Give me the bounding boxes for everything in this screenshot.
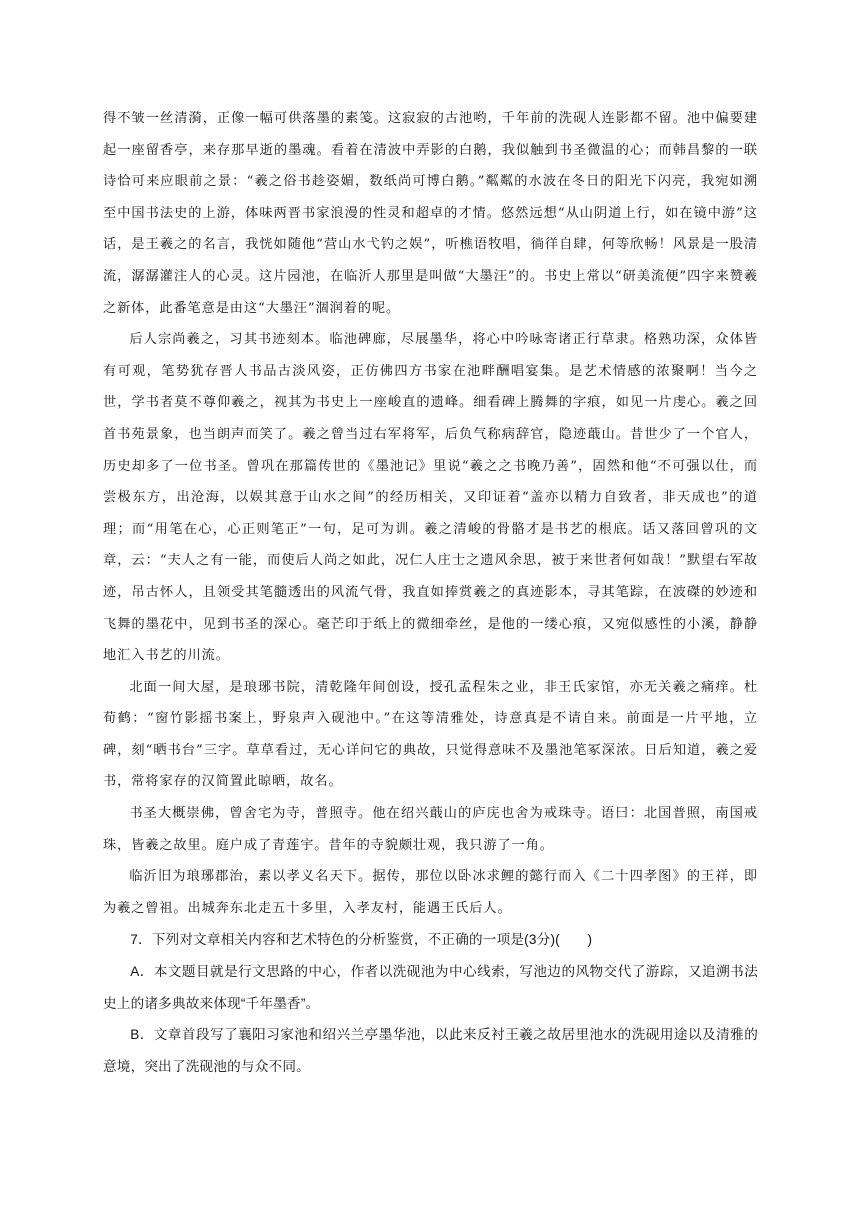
- passage-paragraph-3: 北面一间大屋，是琅琊书院，清乾隆年间创设，授孔孟程朱之业，非王氏家馆，亦无关羲之痛痒。杜荀鹤：“窗竹影摇书案上，野泉声入砚池中。”在这等清雅处，诗意真是不请自来。前面是一片平地，立碑，刻“晒书台”三字。草草看过，无心详问它的典故，只觉得意味不及墨池笔冢深浓。日后知道，羲之爱书，常将家存的汉简置此晾晒，故名。: [103, 679, 758, 790]
- question-option-b: B．文章首段写了襄阳习家池和绍兴兰亭墨华池，以此来反衬王羲之故居里池水的洗砚用途以及清雅的意境，突出了洗砚池的与众不同。: [103, 1027, 758, 1074]
- question-stem: 7．下列对文章相关内容和艺术特色的分析鉴赏，不正确的一项是(3分)( ): [130, 932, 593, 948]
- passage-paragraph-5: 临沂旧为琅琊郡治，素以孝义名天下。据传，那位以卧冰求鲤的懿行而入《二十四孝图》的王祥，即为羲之曾祖。出城奔东北走五十多里，入孝友村，能遇王氏后人。: [103, 869, 758, 916]
- passage-paragraph-1: 得不皱一丝清漪，正像一幅可供落墨的素笺。这寂寂的古池哟，千年前的洗砚人连影都不留。池中偏要建起一座留香亭，来存那早逝的墨魂。看着在清波中弄影的白鹅，我似触到书圣微温的心；而韩昌黎的一联诗恰可来应眼前之景：“羲之俗书趁姿媚，数纸尚可博白鹅。”粼粼的水波在冬日的阳光下闪亮，我宛如溯至中国书法史的上游，体味两晋书家浪漫的性灵和超卓的才情。悠然远想“从山阴道上行，如在镜中游”这话，是王羲之的名言，我恍如随他“营山水弋钓之娱”，听樵语牧唱，徜徉自肆，何等欣畅！风景是一股清流，潺潺灌注人的心灵。这片园池，在临沂人那里是叫做“大墨汪”的。书史上常以“研美流便”四字来赞羲之新体，此番笔意是由这“大墨汪”涸润着的呢。: [103, 111, 758, 316]
- question-option-a: A．本文题目就是行文思路的中心，作者以洗砚池为中心线索，写池边的风物交代了游踪，又追溯书法史上的诸多典故来体现“千年墨香”。: [103, 964, 758, 1011]
- passage-paragraph-4: 书圣大概崇佛，曾舍宅为寺，普照寺。他在绍兴蕺山的庐庑也舍为戒珠寺。语曰：北国普照，南国戒珠，皆羲之故里。庭户成了青莲宇。昔年的寺貌颇壮观，我只游了一角。: [103, 806, 758, 853]
- document-page: [103, 103, 758, 1082]
- passage-paragraph-2: 后人宗尚羲之，习其书迹刻本。临池碑廊，尽展墨华，将心中吟咏寄诸正行草隶。格熟功深，众体皆有可观，笔势犹存晋人书品古淡风姿，正仿佛四方书家在池畔酬唱宴集。是艺术情感的浓聚啊！当今之世，学书者莫不尊仰羲之，视其为书史上一座峻直的遗峰。细看碑上腾舞的字痕，如见一片虔心。羲之回首书苑景象，也当朗声而笑了。羲之曾当过右军将军，后负气称病辞官，隐迹蕺山。昔世少了一个官人，历史却多了一位书圣。曾巩在那篇传世的《墨池记》里说“羲之之书晚乃善”，固然和他“不可强以仕，而尝极东方，出沧海，以娱其意于山水之间”的经历相关，又印证着“盖亦以精力自致者，非天成也”的道理；而“用笔在心，心正则笔正”一句，足可为训。羲之清峻的骨骼才是书艺的根底。话又落回曾巩的文章，云：“夫人之有一能，而使后人尚之如此，况仁人庄士之遗风余思，被于来世者何如哉！”默望右军故迹，吊古怀人，且领受其笔髓透出的风流气骨，我直如捧赏羲之的真迹影本，寻其笔踪，在波磔的妙迹和飞舞的墨花中，见到书圣的深心。毫芒印于纸上的微细牵丝，是他的一缕心痕，又宛似感性的小溪，静静地汇入书艺的川流。: [103, 332, 758, 664]
